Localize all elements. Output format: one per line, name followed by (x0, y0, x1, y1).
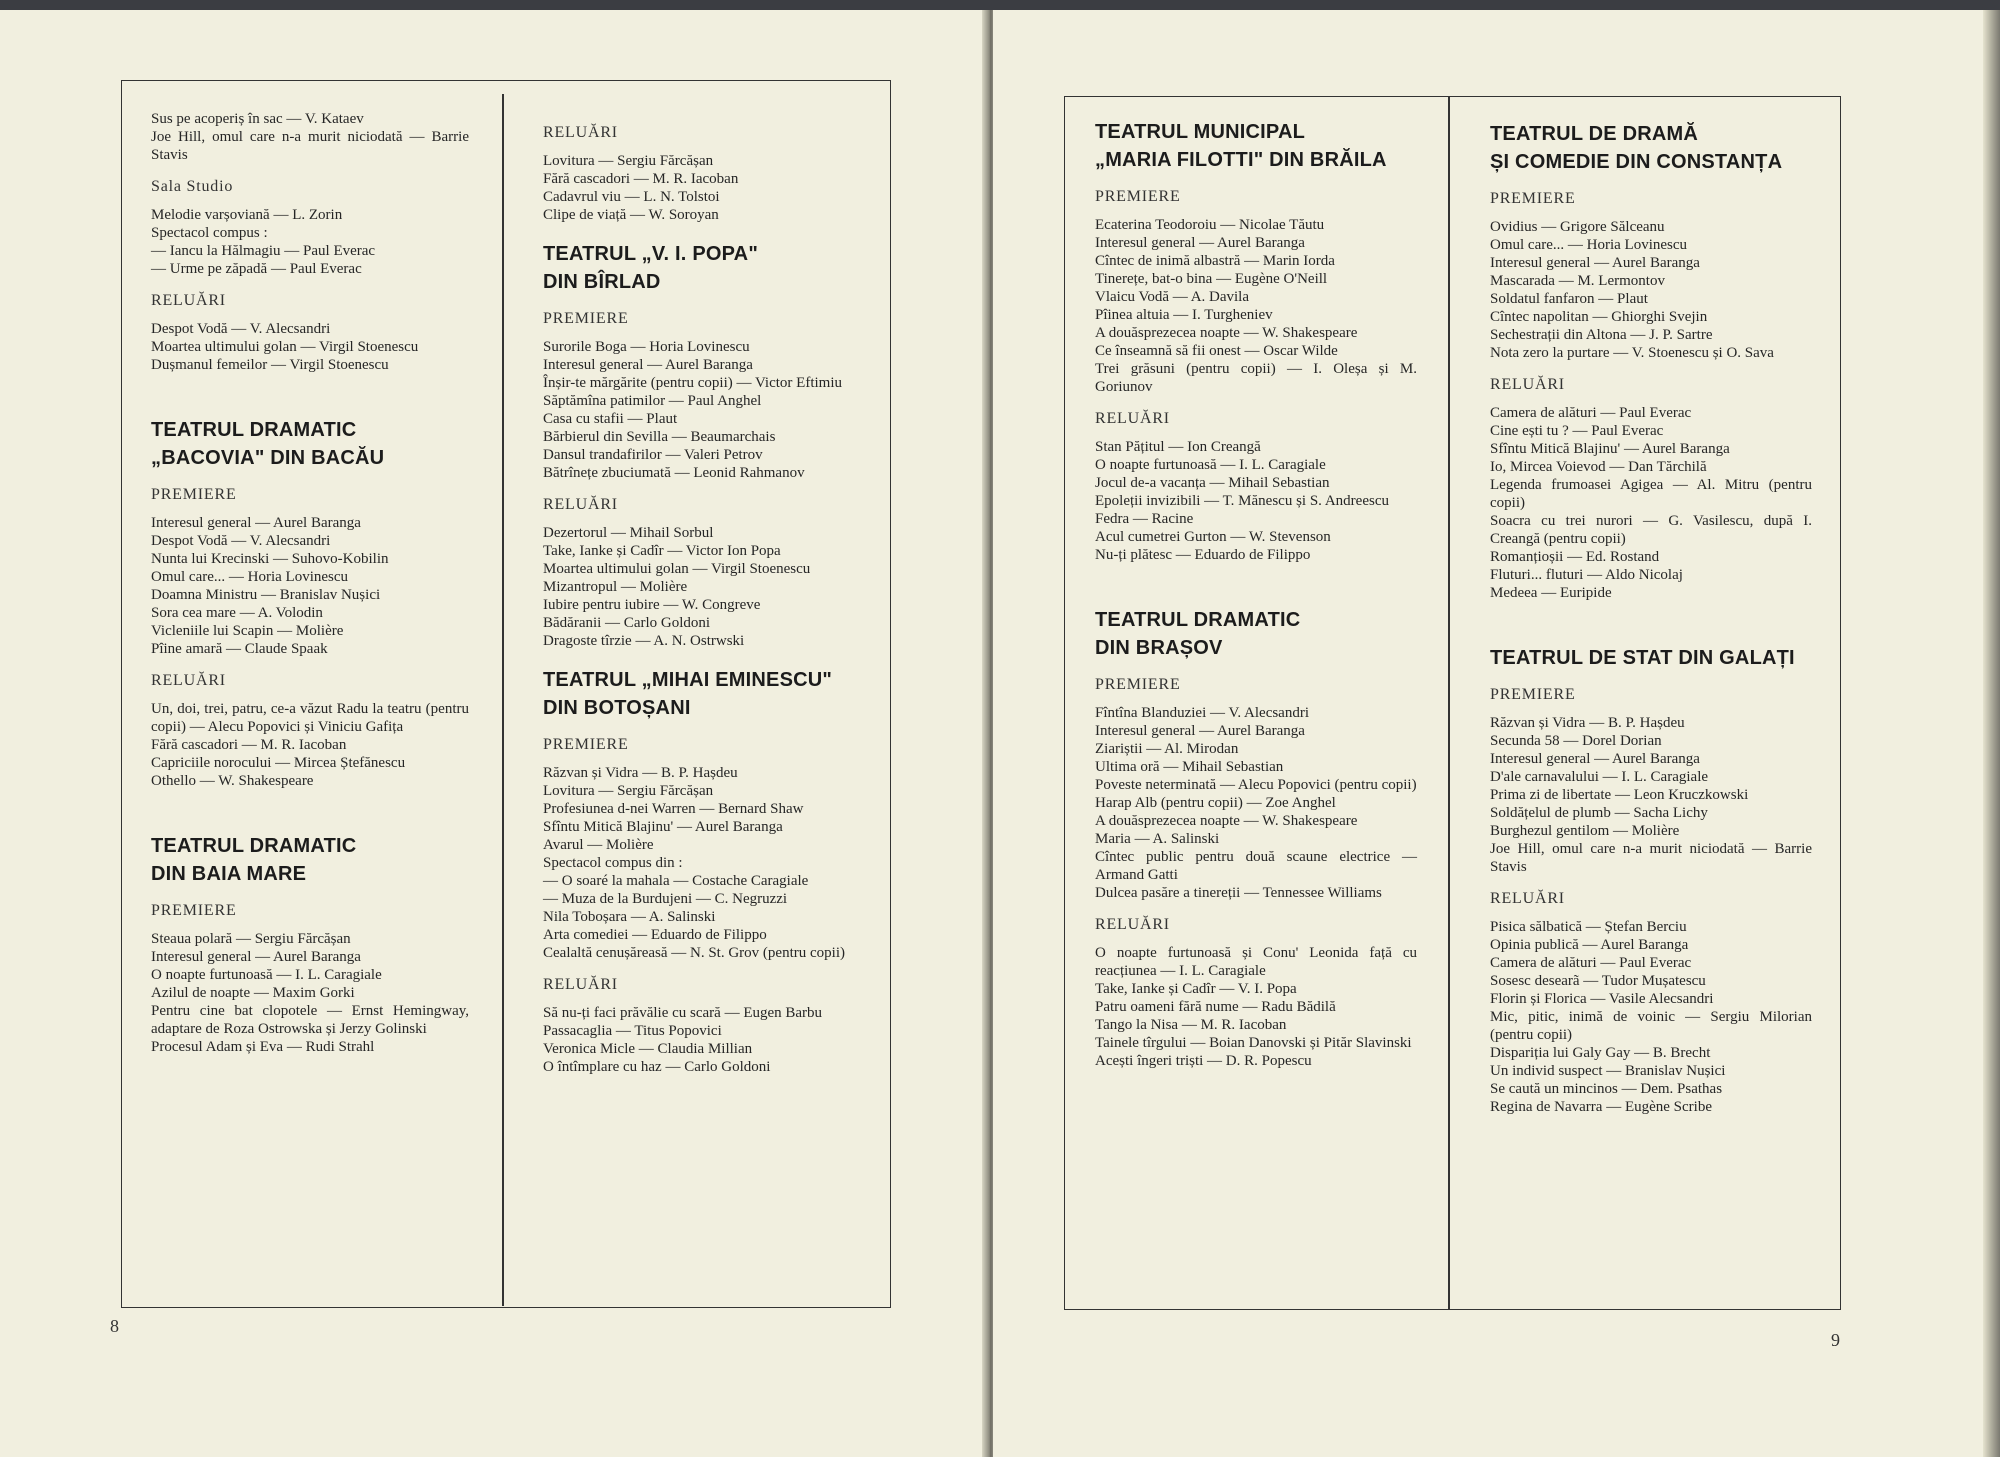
section-label: PREMIERE (543, 310, 629, 327)
theatre-heading: TEATRUL MUNICIPAL „MARIA FILOTTI" DIN BRĂILA (1095, 121, 1387, 171)
play-entry: Un individ suspect — Branislav Nușici (1490, 1063, 1726, 1079)
play-entry: Săptămîna patimilor — Paul Anghel (543, 393, 762, 409)
play-entry: Stan Pățitul — Ion Creangă (1095, 439, 1261, 455)
play-entry: O noapte furtunoasă și Conu' Leonida față cu reacțiunea — I. L. Caragiale (1095, 945, 1417, 979)
play-entry: Ultima oră — Mihail Sebastian (1095, 759, 1284, 775)
play-entry: Secunda 58 — Dorel Dorian (1490, 733, 1662, 749)
play-entry: Moartea ultimului golan — Virgil Stoenescu (151, 339, 419, 355)
play-entry: Harap Alb (pentru copii) — Zoe Anghel (1095, 795, 1336, 811)
play-entry: Fără cascadori — M. R. Iacoban (151, 737, 347, 753)
section-label: RELUĂRI (151, 292, 226, 309)
play-entry: Sfîntu Mitică Blajinu' — Aurel Baranga (543, 819, 783, 835)
play-entry: Dispariția lui Galy Gay — B. Brecht (1490, 1045, 1711, 1061)
play-entry: — Urme pe zăpadă — Paul Everac (151, 261, 362, 277)
play-entry: Moartea ultimului golan — Virgil Stoenescu (543, 561, 811, 577)
play-entry: Camera de alături — Paul Everac (1490, 955, 1692, 971)
section-label: RELUĂRI (1490, 890, 1565, 907)
left-column-divider (502, 94, 504, 1306)
play-entry: A douăsprezecea noapte — W. Shakespeare (1095, 813, 1358, 829)
play-entry: Sfîntu Mitică Blajinu' — Aurel Baranga (1490, 441, 1730, 457)
play-entry: Cealaltă cenușăreasă — N. St. Grov (pentru copii) (543, 945, 845, 961)
play-entry: Omul care... — Horia Lovinescu (1490, 237, 1688, 253)
play-entry: Passacaglia — Titus Popovici (543, 1023, 722, 1039)
theatre-heading: TEATRUL DE STAT DIN GALAȚI (1490, 647, 1795, 669)
section-label: RELUĂRI (1095, 916, 1170, 933)
section-label: PREMIERE (543, 736, 629, 753)
theatre-heading: TEATRUL „MIHAI EMINESCU" DIN BOTOȘANI (543, 669, 833, 719)
theatre-heading: TEATRUL DRAMATIC DIN BRAȘOV (1095, 609, 1301, 659)
theatre-heading: TEATRUL DRAMATIC DIN BAIA MARE (151, 835, 357, 885)
play-entry: Patru oameni fără nume — Radu Bădilă (1095, 999, 1336, 1015)
play-entry: Nila Toboșara — A. Salinski (543, 909, 716, 925)
play-entry: Fără cascadori — M. R. Iacoban (543, 171, 739, 187)
play-entry: Spectacol compus din : (543, 855, 683, 871)
play-entry: Interesul general — Aurel Baranga (151, 949, 361, 965)
play-entry: Cîntec de inimă albastră — Marin Iorda (1095, 253, 1335, 269)
play-entry: Interesul general — Aurel Baranga (151, 515, 361, 531)
play-entry: Nota zero la purtare — V. Stoenescu și O. Sava (1490, 345, 1774, 361)
play-entry: Romanțioșii — Ed. Rostand (1490, 549, 1660, 565)
play-entry: Clipe de viață — W. Soroyan (543, 207, 719, 223)
play-entry: D'ale carnavalului — I. L. Caragiale (1490, 769, 1709, 785)
play-entry: Fluturi... fluturi — Aldo Nicolaj (1490, 567, 1683, 583)
play-entry: Io, Mircea Voievod — Dan Tărchilă (1490, 459, 1707, 475)
play-entry: Lovitura — Sergiu Fărcășan (543, 153, 714, 169)
play-entry: Take, Ianke și Cadîr — V. I. Popa (1095, 981, 1297, 997)
play-entry: Despot Vodă — V. Alecsandri (151, 321, 331, 337)
play-entry: Pisica sălbatică — Ștefan Berciu (1490, 919, 1687, 935)
play-entry: Regina de Navarra — Eugène Scribe (1490, 1099, 1712, 1115)
section-label: RELUĂRI (543, 124, 618, 141)
play-entry: Sechestrații din Altona — J. P. Sartre (1490, 327, 1713, 343)
play-entry: Dușmanul femeilor — Virgil Stoenescu (151, 357, 389, 373)
play-entry: A douăsprezecea noapte — W. Shakespeare (1095, 325, 1358, 341)
play-entry: Cine ești tu ? — Paul Everac (1490, 423, 1664, 439)
section-label: RELUĂRI (151, 672, 226, 689)
play-entry: Pîinea altuia — I. Turgheniev (1095, 307, 1273, 323)
play-entry: Acul cumetrei Gurton — W. Stevenson (1095, 529, 1331, 545)
theatre-heading: TEATRUL „V. I. POPA" DIN BÎRLAD (543, 243, 758, 293)
right-column-2 (1490, 120, 1812, 1116)
section-label: PREMIERE (1490, 686, 1576, 703)
play-entry: O noapte furtunoasă — I. L. Caragiale (1095, 457, 1326, 473)
play-entry: Interesul general — Aurel Baranga (1490, 751, 1700, 767)
play-entry: Interesul general — Aurel Baranga (1490, 255, 1700, 271)
play-entry: Vlaicu Vodă — A. Davila (1095, 289, 1250, 305)
play-entry: Sora cea mare — A. Volodin (151, 605, 323, 621)
play-entry: Cîntec public pentru două scaune electrice — Armand Gatti (1095, 849, 1417, 883)
section-spacer (151, 790, 469, 832)
play-entry: Othello — W. Shakespeare (151, 773, 314, 789)
play-entry: Dansul trandafirilor — Valeri Petrov (543, 447, 763, 463)
play-entry: Epoleții invizibili — T. Mănescu și S. Andreescu (1095, 493, 1389, 509)
play-entry: Spectacol compus : (151, 225, 268, 241)
play-entry: Înșir-te mărgărite (pentru copii) — Victor Eftimiu (543, 375, 842, 391)
play-entry: Doamna Ministru — Branislav Nușici (151, 587, 381, 603)
play-entry: Interesul general — Aurel Baranga (1095, 723, 1305, 739)
play-entry: Sus pe acoperiș în sac — V. Kataev (151, 111, 364, 127)
page-number-left: 8 (110, 1316, 119, 1336)
play-entry: Jocul de-a vacanța — Mihail Sebastian (1095, 475, 1330, 491)
play-entry: Tinerețe, bat-o bina — Eugène O'Neill (1095, 271, 1328, 287)
section-label: PREMIERE (151, 902, 237, 919)
play-entry: Dezertorul — Mihail Sorbul (543, 525, 714, 541)
section-spacer (151, 374, 469, 416)
play-entry: Trei grăsuni (pentru copii) — I. Oleșa și M. Goriunov (1095, 361, 1417, 395)
play-entry: Lovitura — Sergiu Fărcășan (543, 783, 714, 799)
play-entry: Procesul Adam și Eva — Rudi Strahl (151, 1039, 375, 1055)
play-entry: O noapte furtunoasă — I. L. Caragiale (151, 967, 382, 983)
play-entry: Mic, pitic, inimă de voinic — Sergiu Milorian (pentru copii) (1490, 1009, 1812, 1043)
play-entry: Profesiunea d-nei Warren — Bernard Shaw (543, 801, 804, 817)
section-label: PREMIERE (151, 486, 237, 503)
play-entry: Acești îngeri triști — D. R. Popescu (1095, 1053, 1312, 1069)
play-entry: Bătrînețe zbuciumată — Leonid Rahmanov (543, 465, 805, 481)
play-entry: Răzvan și Vidra — B. P. Hașdeu (543, 765, 738, 781)
play-entry: Ecaterina Teodoroiu — Nicolae Tăutu (1095, 217, 1325, 233)
page-edge-right (1983, 10, 2000, 1457)
play-entry: Fîntîna Blanduziei — V. Alecsandri (1095, 705, 1310, 721)
section-spacer (1095, 564, 1417, 606)
play-entry: Veronica Micle — Claudia Millian (543, 1041, 753, 1057)
play-entry: Burghezul gentilom — Molière (1490, 823, 1680, 839)
play-entry: Tainele tîrgului — Boian Danovski și Pităr Slavinski (1095, 1035, 1412, 1051)
play-entry: Sosesc desearã — Tudor Mușatescu (1490, 973, 1706, 989)
play-entry: Dragoste tîrzie — A. N. Ostrwski (543, 633, 745, 649)
play-entry: Prima zi de libertate — Leon Kruczkowski (1490, 787, 1749, 803)
section-label: Sala Studio (151, 178, 234, 195)
play-entry: Poveste neterminată — Alecu Popovici (pentru copii) (1095, 777, 1417, 793)
play-entry: Nunta lui Krecinski — Suhovo-Kobilin (151, 551, 389, 567)
play-entry: — Muza de la Burdujeni — C. Negruzzi (543, 891, 788, 907)
play-entry: Camera de alături — Paul Everac (1490, 405, 1692, 421)
section-spacer (1490, 602, 1812, 644)
play-entry: Mizantropul — Molière (543, 579, 688, 595)
section-label: RELUĂRI (1095, 410, 1170, 427)
play-entry: Florin și Florica — Vasile Alecsandri (1490, 991, 1714, 1007)
play-entry: Joe Hill, omul care n-a murit niciodată — Barrie Stavis (1490, 841, 1812, 875)
play-entry: Interesul general — Aurel Baranga (1095, 235, 1305, 251)
play-entry: Vicleniile lui Scapin — Molière (151, 623, 344, 639)
play-entry: Fedra — Racine (1095, 511, 1194, 527)
section-spacer (543, 650, 863, 666)
left-column-1 (151, 110, 469, 1056)
play-entry: Capriciile norocului — Mircea Ștefănescu (151, 755, 406, 771)
section-spacer (543, 224, 863, 240)
play-entry: Ziariștii — Al. Mirodan (1095, 741, 1239, 757)
play-entry: Omul care... — Horia Lovinescu (151, 569, 349, 585)
play-entry: Steaua polară — Sergiu Fărcășan (151, 931, 351, 947)
play-entry: Arta comediei — Eduardo de Filippo (543, 927, 767, 943)
play-entry: Iubire pentru iubire — W. Congreve (543, 597, 761, 613)
play-entry: Melodie varșoviană — L. Zorin (151, 207, 343, 223)
right-page (993, 10, 1983, 1457)
play-entry: Soldățelul de plumb — Sacha Lichy (1490, 805, 1708, 821)
play-entry: Soacra cu trei nurori — G. Vasilescu, după I. Creangă (pentru copii) (1490, 513, 1812, 547)
right-column-divider (1448, 96, 1450, 1310)
play-entry: Cîntec napolitan — Ghiorghi Svejin (1490, 309, 1708, 325)
play-entry: Dulcea pasăre a tinereții — Tennessee Williams (1095, 885, 1382, 901)
section-label: PREMIERE (1095, 188, 1181, 205)
play-entry: — Iancu la Hălmagiu — Paul Everac (151, 243, 376, 259)
play-entry: Opinia publică — Aurel Baranga (1490, 937, 1689, 953)
play-entry: Cadavrul viu — L. N. Tolstoi (543, 189, 720, 205)
play-entry: Mascarada — M. Lermontov (1490, 273, 1665, 289)
right-column-1 (1095, 118, 1417, 1070)
section-label: PREMIERE (1095, 676, 1181, 693)
play-entry: Casa cu stafii — Plaut (543, 411, 678, 427)
theatre-heading: TEATRUL DRAMATIC „BACOVIA" DIN BACĂU (151, 419, 385, 469)
left-column-2 (543, 110, 863, 1076)
play-entry: Joe Hill, omul care n-a murit niciodată — Barrie Stavis (151, 129, 469, 163)
play-entry: Take, Ianke și Cadîr — Victor Ion Popa (543, 543, 781, 559)
left-page (0, 10, 987, 1457)
section-label: PREMIERE (1490, 190, 1576, 207)
play-entry: Ce înseamnă să fii onest — Oscar Wilde (1095, 343, 1338, 359)
play-entry: Nu-ți plătesc — Eduardo de Filippo (1095, 547, 1311, 563)
section-label: RELUĂRI (1490, 376, 1565, 393)
play-entry: Să nu-ți faci prăvălie cu scară — Eugen Barbu (543, 1005, 823, 1021)
play-entry: Despot Vodă — V. Alecsandri (151, 533, 331, 549)
play-entry: — O soaré la mahala — Costache Caragiale (543, 873, 809, 889)
play-entry: Pentru cine bat clopotele — Ernst Hemingway, adaptare de Roza Ostrowska și Jerzy Golinski (151, 1003, 469, 1037)
play-entry: Azilul de noapte — Maxim Gorki (151, 985, 355, 1001)
play-entry: Răzvan și Vidra — B. P. Hașdeu (1490, 715, 1685, 731)
play-entry: Medeea — Euripide (1490, 585, 1612, 601)
play-entry: Avarul — Molière (543, 837, 654, 853)
play-entry: Bădăranii — Carlo Goldoni (543, 615, 711, 631)
play-entry: Surorile Boga — Horia Lovinescu (543, 339, 750, 355)
play-entry: Legenda frumoasei Agigea — Al. Mitru (pentru copii) (1490, 477, 1812, 511)
theatre-heading: TEATRUL DE DRAMĂ ȘI COMEDIE DIN CONSTANȚA (1490, 123, 1783, 173)
play-entry: O întîmplare cu haz — Carlo Goldoni (543, 1059, 771, 1075)
play-entry: Tango la Nisa — M. R. Iacoban (1095, 1017, 1287, 1033)
play-entry: Ovidius — Grigore Sălceanu (1490, 219, 1665, 235)
play-entry: Maria — A. Salinski (1095, 831, 1220, 847)
play-entry: Interesul general — Aurel Baranga (543, 357, 753, 373)
play-entry: Se caută un mincinos — Dem. Psathas (1490, 1081, 1723, 1097)
play-entry: Bărbierul din Sevilla — Beaumarchais (543, 429, 776, 445)
page-number-right: 9 (1831, 1330, 1840, 1350)
play-entry: Un, doi, trei, patru, ce-a văzut Radu la teatru (pentru copii) — Alecu Popovici și Viniciu Gafița (151, 701, 469, 735)
section-label: RELUĂRI (543, 496, 618, 513)
section-label: RELUĂRI (543, 976, 618, 993)
play-entry: Pîine amară — Claude Spaak (151, 641, 328, 657)
play-entry: Soldatul fanfaron — Plaut (1490, 291, 1648, 307)
